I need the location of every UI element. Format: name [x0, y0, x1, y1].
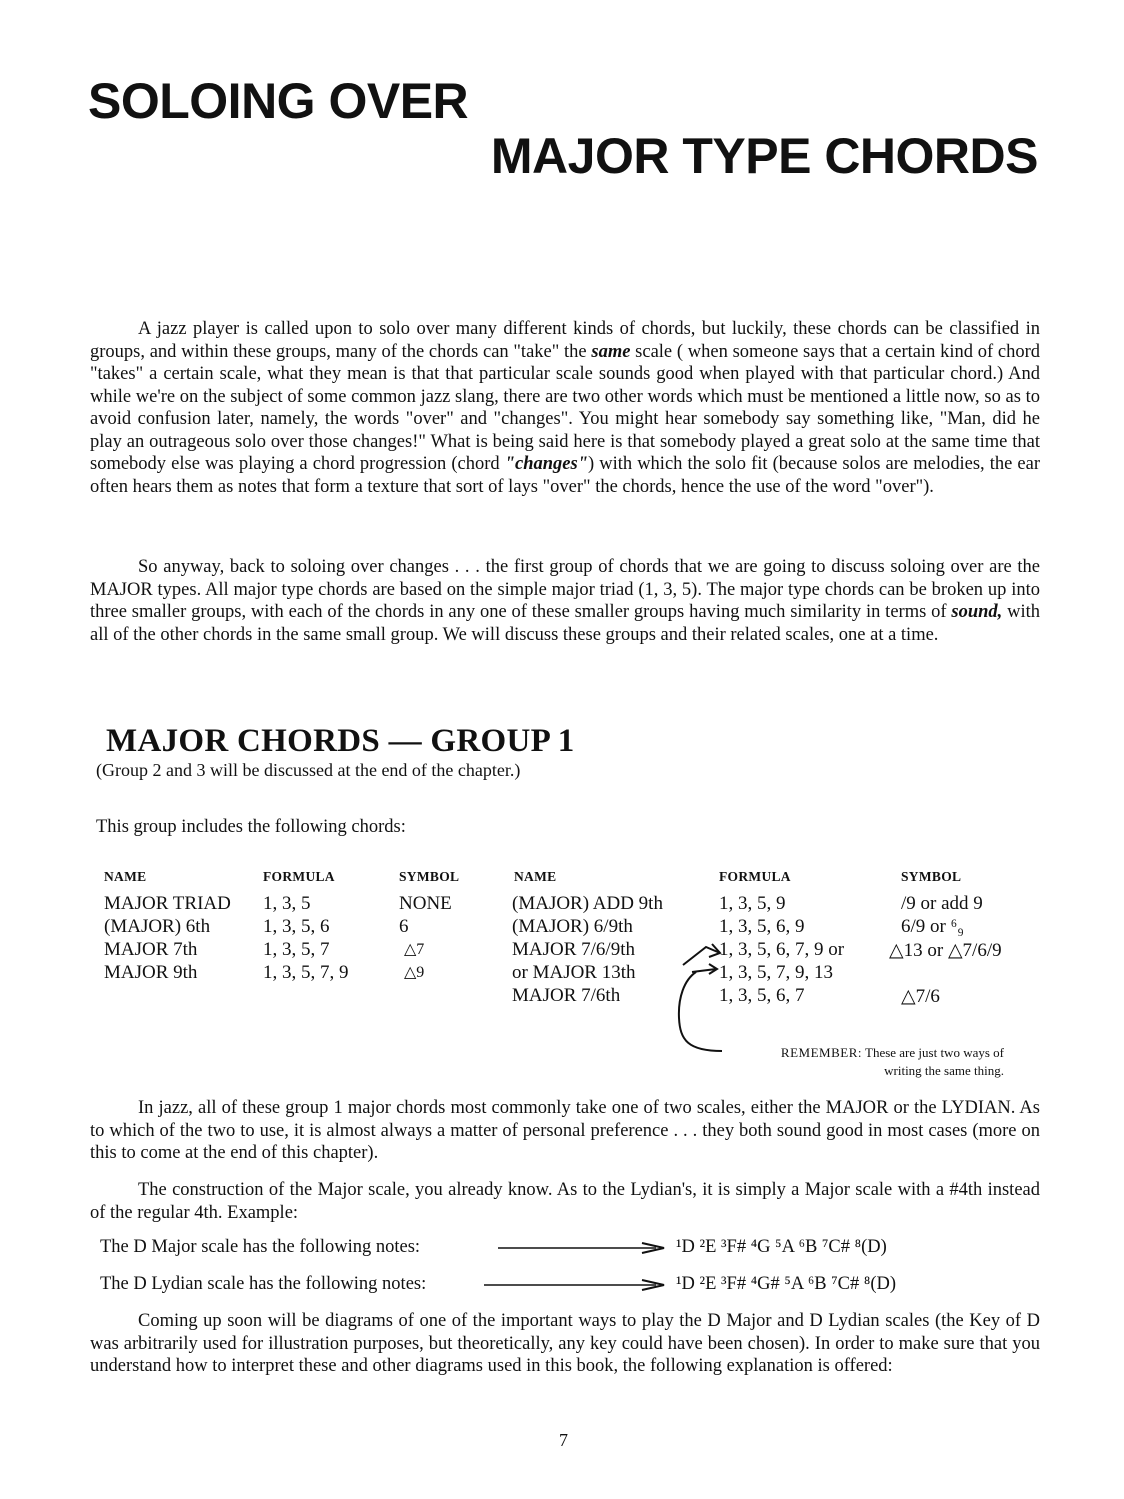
lydian-scale-label: The D Lydian scale has the following notes: — [100, 1274, 427, 1294]
intro-emphasis-changes: "changes" — [504, 454, 588, 474]
chord-formula: 1, 3, 5, 7, 9 — [263, 962, 349, 983]
chord-symbol: /9 or add 9 — [901, 893, 983, 914]
chord-name: or MAJOR 13th — [512, 962, 636, 983]
table-header-formula-left: FORMULA — [263, 869, 335, 884]
chord-symbol: △7/6 — [901, 986, 940, 1007]
lydian-paragraph — [90, 1179, 1040, 1224]
chord-symbol: △7 — [404, 941, 425, 958]
chord-name: MAJOR TRIAD — [104, 893, 231, 914]
chord-symbol: 6/9 or ⁶₉ — [901, 916, 964, 937]
chord-symbol: △13 or △7/6/9 — [889, 940, 1002, 961]
chord-formula: 1, 3, 5, 7, 9, 13 — [719, 962, 833, 983]
chord-name: MAJOR 9th — [104, 962, 198, 983]
diagrams-text: Coming up soon will be diagrams of one of the important ways to play the D Major and D Lydian scales (the Key of D was arbitrarily used for illustration purposes, but theoretically, any key could have been chosen). In order to make sure that you understand how to interpret these and other diagrams used in this book, the following explanation is offered: — [90, 1311, 1040, 1376]
chord-formula: 1, 3, 5, 6, 7, 9 or — [719, 939, 845, 960]
page-title-line-2: MAJOR TYPE CHORDS — [490, 128, 1038, 184]
chord-formula: 1, 3, 5, 6, 9 — [719, 916, 805, 937]
chord-name: (MAJOR) ADD 9th — [512, 893, 663, 914]
table-header-formula-right: FORMULA — [719, 869, 791, 884]
chord-formula: 1, 3, 5 — [263, 893, 311, 914]
group-intro-line: This group includes the following chords: — [96, 817, 406, 837]
chord-symbol: NONE — [399, 893, 452, 914]
major-scale-notes: ¹D ²E ³F# ⁴G ⁵A ⁶B ⁷C# ⁸(D) — [676, 1237, 887, 1257]
page-title-line-1: SOLOING OVER — [88, 73, 469, 129]
intro-text-2: scale ( when someone says that a certain kind of chord "takes" a certain scale, what they mean is that that particular scale sounds good when played with that particular chord.) And while we're on the subject of some common jazz slang, there are two other words which must be mentioned a little now, so as to avoid confusion later, namely, the words "over" and "changes". You might hear somebody say something like, "Man, did he play an outrageous solo over those changes!" What is being said here is that somebody played a great solo at the same time that somebody else was playing a chord progression (chord — [90, 341, 1040, 474]
scales-paragraph — [90, 1097, 1040, 1165]
intro-text-3: ) with which the solo fit (because solos are melodies, the ear often hears them as notes that form a texture that sort of lays "over" the chords, hence the use of the word "over"). — [90, 454, 1040, 497]
page-number: 7 — [559, 1430, 568, 1450]
remember-note — [722, 1044, 1004, 1080]
chord-name: (MAJOR) 6th — [104, 916, 211, 937]
chord-symbol: △9 — [404, 964, 425, 981]
table-header-name-right: NAME — [514, 869, 557, 884]
remember-text-1: These are just two ways of — [865, 1045, 1004, 1060]
intro-emphasis-same: same — [591, 341, 631, 362]
table-header-symbol-right: SYMBOL — [901, 869, 962, 884]
section-subheading: (Group 2 and 3 will be discussed at the end of the chapter.) — [96, 760, 521, 780]
chord-symbol: 6 — [399, 916, 409, 937]
chord-name: (MAJOR) 6/9th — [512, 916, 633, 937]
intro-text-1: A jazz player is called upon to solo over many different kinds of chords, but luckily, these chords can be classified in groups, and within these groups, many of the chords can "take" the — [90, 319, 1040, 362]
chord-name: MAJOR 7/6th — [512, 985, 621, 1006]
chord-formula: 1, 3, 5, 9 — [719, 893, 786, 914]
arrow-icon — [482, 1277, 672, 1293]
chord-formula: 1, 3, 5, 6 — [263, 916, 330, 937]
lydian-text: The construction of the Major scale, you already know. As to the Lydian's, it is simply a Major scale with a #4th instead of the regular 4th. Example: — [90, 1180, 1040, 1223]
anyway-emphasis-sound: sound, — [951, 602, 1003, 622]
table-header-symbol-left: SYMBOL — [399, 869, 460, 884]
arrow-icon — [496, 1240, 672, 1256]
major-scale-label: The D Major scale has the following notes: — [100, 1237, 421, 1257]
remember-label: REMEMBER: — [780, 1045, 862, 1060]
chord-formula: 1, 3, 5, 7 — [263, 939, 330, 960]
scales-text: In jazz, all of these group 1 major chords most commonly take one of two scales, either the MAJOR or the LYDIAN. As to which of the two to use, it is almost always a matter of personal preference . . . they both sound good in most cases (more on this to come at the end of this chapter). — [90, 1098, 1040, 1163]
anyway-text-2: with all of the other chords in the same small group. We will discuss these groups and their related scales, one at a time. — [90, 602, 1041, 645]
section-heading: MAJOR CHORDS — GROUP 1 — [106, 723, 575, 759]
lydian-scale-notes: ¹D ²E ³F# ⁴G# ⁵A ⁶B ⁷C# ⁸(D) — [676, 1274, 897, 1294]
chord-name: MAJOR 7th — [104, 939, 198, 960]
table-header-name-left: NAME — [104, 869, 147, 884]
anyway-text-1: So anyway, back to soloing over changes . . . the first group of chords that we are going to discuss soloing over are the MAJOR types. All major type chords are based on the simple major triad (1, 3, 5). The major type chords can be broken up into three smaller groups, with each of the chords in any one of these smaller groups having much similarity in terms of — [90, 557, 1040, 622]
remember-text-2: writing the same thing. — [884, 1063, 1004, 1078]
chord-name: MAJOR 7/6/9th — [512, 939, 635, 960]
diagrams-paragraph — [90, 1310, 1040, 1378]
chord-formula: 1, 3, 5, 6, 7 — [719, 985, 805, 1006]
